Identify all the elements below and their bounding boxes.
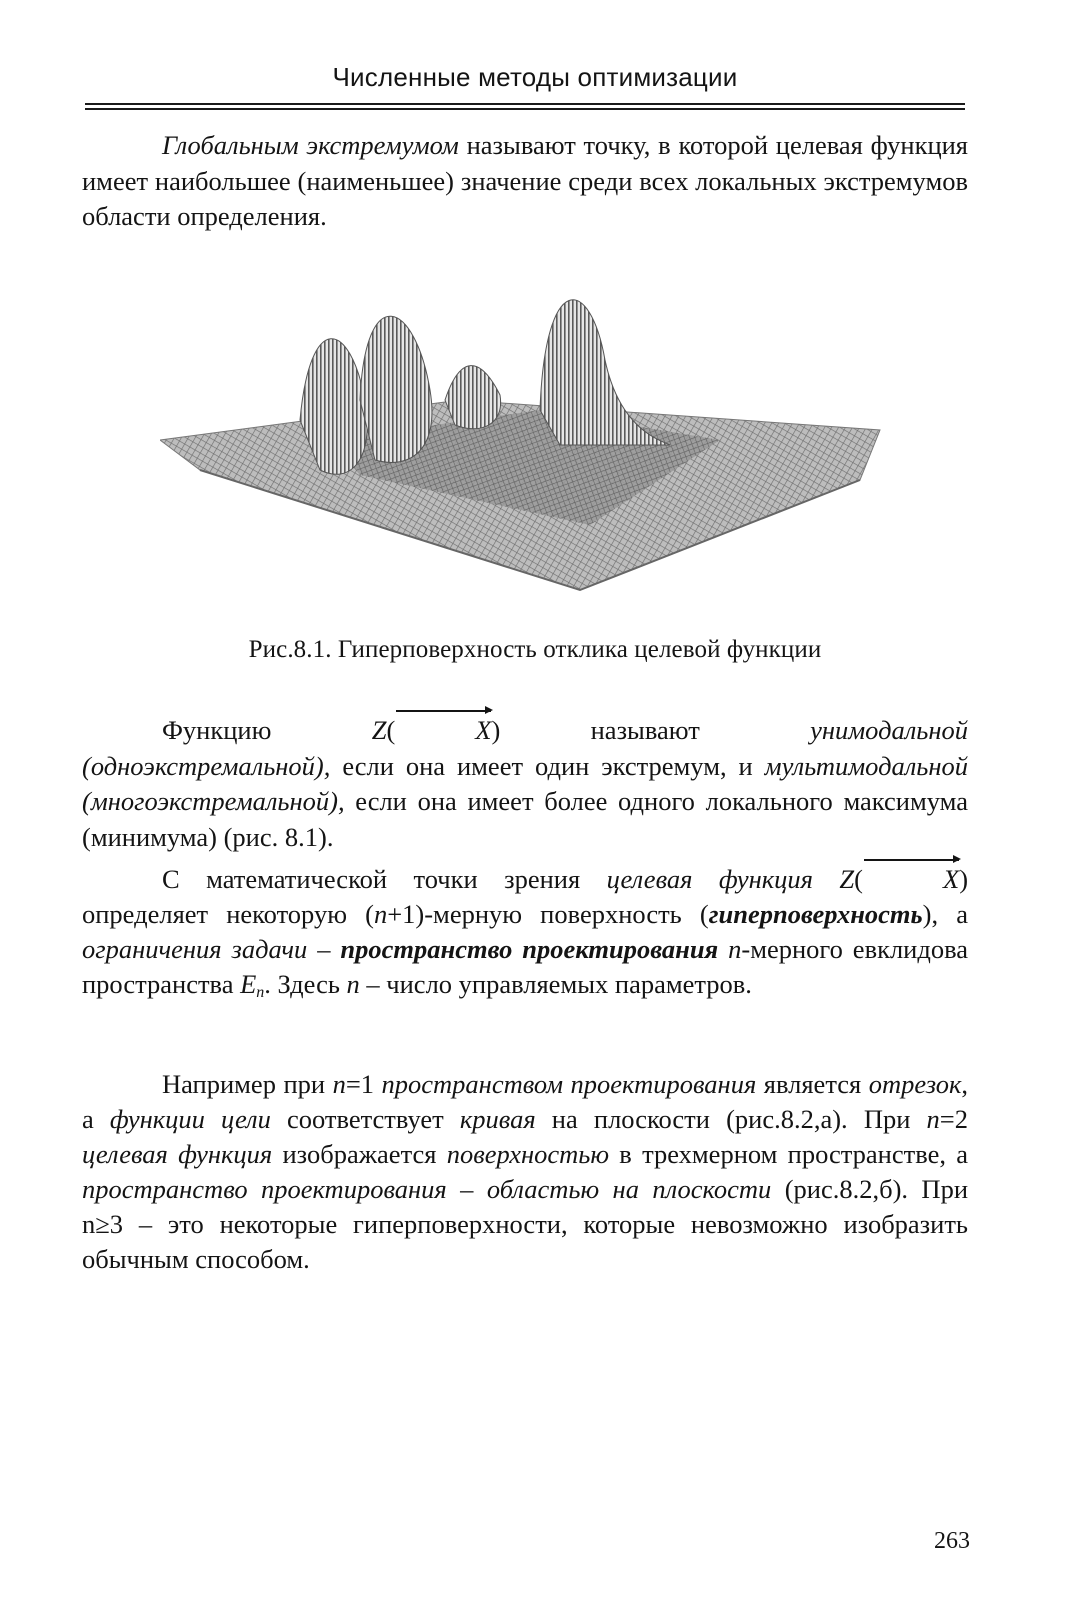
text-fragment: определяет некоторую ( [82, 899, 374, 929]
paragraph-text: называют точку, в которой целевая функция имеет наибольшее (наименьшее) значение среди всех локальных экстремумов области определения. [82, 130, 968, 231]
text-fragment: – [307, 934, 341, 964]
variable-n: n [926, 1104, 940, 1134]
text-fragment: . Здесь [264, 969, 347, 999]
text-fragment: – число управляемых параметров. [359, 969, 752, 999]
text-fragment: в трехмерном пространстве, а [609, 1139, 968, 1169]
text-fragment: С математической точки зрения [162, 864, 607, 894]
peak-3 [445, 366, 501, 429]
vector-x: X [395, 713, 491, 749]
space-symbol-e: E [240, 969, 257, 999]
term-surface: поверхностью [446, 1139, 610, 1169]
text-fragment: называют [560, 715, 731, 745]
text-fragment: ), а [922, 899, 968, 929]
text-fragment: на плоскости (рис.8.2,а). При [535, 1104, 927, 1134]
text-fragment: +1)-мерную поверхность ( [387, 899, 709, 929]
function-symbol-z: Z [839, 864, 855, 894]
text-fragment: является [756, 1069, 869, 1099]
peak-2 [360, 316, 432, 462]
space-subscript-n: n [256, 984, 265, 1001]
running-head: Численные методы оптимизации [332, 62, 738, 92]
paragraph-example [82, 1067, 968, 1277]
term-plane-region: областью на плоскости [486, 1174, 772, 1204]
variable-n: n [346, 969, 360, 999]
function-symbol-z: Z [371, 715, 387, 745]
figure-hypersurface [160, 270, 890, 600]
text-fragment: соответствует [270, 1104, 460, 1134]
term-global-extremum: Глобальным экстремумом [162, 130, 459, 160]
text-fragment: (рис.8.2,б). При n≥3 – это некоторые гиперповерхности, которые невозможно изобразить обычным способом. [82, 1174, 968, 1274]
page-number: 263 [934, 1528, 970, 1554]
text-fragment [718, 934, 728, 964]
term-hypersurface: гиперповерхность [708, 899, 923, 929]
term-segment: отрезок [868, 1069, 962, 1099]
term-design-space: пространством проектирования [381, 1069, 757, 1099]
text-fragment: – [446, 1174, 487, 1204]
text-fragment: -мерного евклидова пространства [82, 934, 969, 999]
text-fragment: =1 [345, 1069, 382, 1099]
term-design-space: пространство проектирования [82, 1174, 447, 1204]
text-fragment: если она имеет более одного локального максимума (минимума) (рис. 8.1). [82, 786, 968, 852]
header-rule-bottom [85, 108, 965, 110]
text-fragment: , а [82, 1069, 968, 1134]
text-fragment: если она имеет один экстремум, и [330, 750, 765, 781]
text-fragment: =2 [939, 1104, 968, 1134]
variable-n: n [728, 934, 742, 964]
paragraph-unimodal: Функцию Z( X) называют унимодальной (одноэкстремальной), если она имеет один экстремум, и мультимодальной (многоэкстремальной), если она имеет более одного локального максимума (минимума) (рис. 8.1). [82, 715, 968, 852]
figure-caption: Рис.8.1. Гиперповерхность отклика целевой функции [248, 636, 822, 663]
paragraph-global-extremum [82, 128, 968, 235]
text-fragment [813, 864, 839, 894]
term-curve: кривая [459, 1104, 536, 1134]
term-multimodal: мультимодальной (многоэкстремальной), [82, 750, 968, 816]
text-fragment: изображается [272, 1139, 447, 1169]
term-constraints: ограничения задачи [82, 934, 308, 964]
variable-n: n [373, 899, 388, 929]
hypersurface-illustration [160, 270, 890, 600]
vector-x: X [863, 862, 959, 897]
text-fragment: Функцию [162, 715, 302, 745]
term-objective-function: целевая функция [82, 1139, 273, 1169]
term-objective-function: целевая функция [606, 864, 813, 894]
paragraph-hypersurface: С математической точки зрения целевая функция Z( X) определяет некоторую (n+1)-мерную поверхность (гиперповерхность), а ограничения задачи – пространство проектирования n-мерного евклидова пространства $E_n$. Здесь n – число управляемых параметров. [82, 864, 969, 1001]
text-fragment: Например при [162, 1069, 333, 1099]
term-design-space: пространство проектирования [340, 934, 719, 964]
variable-n: n [332, 1069, 346, 1099]
term-objective: функции цели [109, 1104, 271, 1134]
header-rule-top [85, 103, 965, 105]
term-unimodal: унимодальной (одноэкстремальной), [82, 715, 968, 781]
